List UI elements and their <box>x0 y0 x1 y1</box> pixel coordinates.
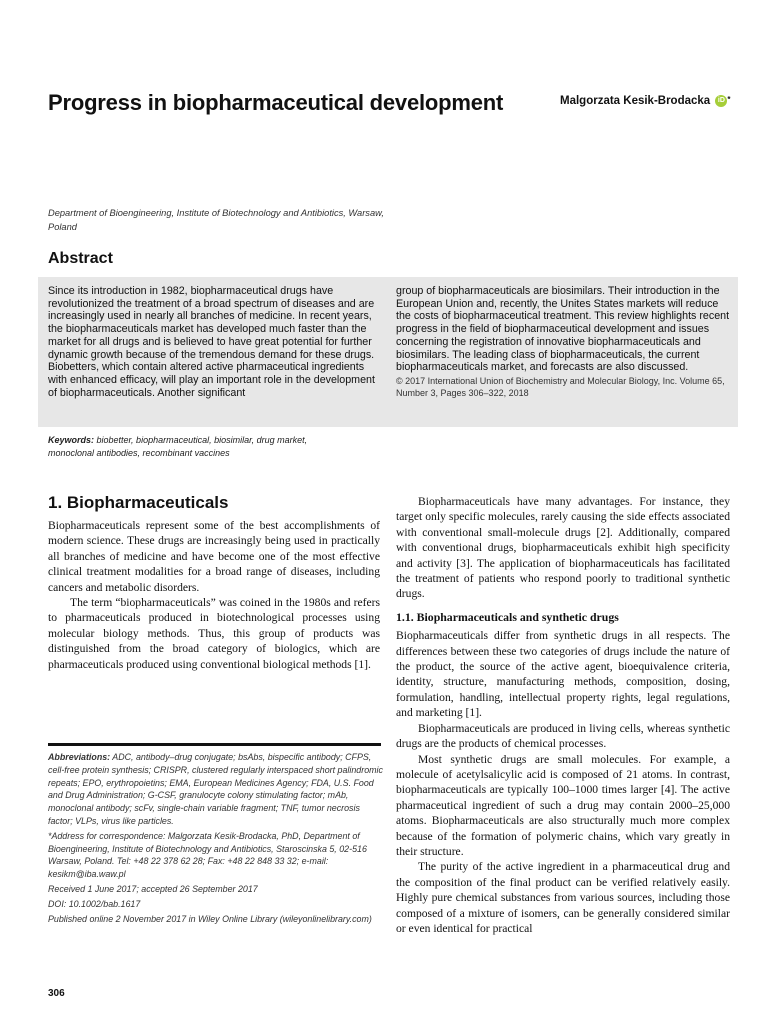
body-paragraph: Biopharmaceuticals differ from synthetic drugs in all respects. The differences between these two categories of drugs include the nature of the product, the source of the active agent, bioequivalence criteria, identity, structure, manufacturing methods, composition, dosing, formulation, handling, intellectual property rights, legal regulations, and marketing [1]. <box>396 629 730 720</box>
page-number: 306 <box>48 988 65 999</box>
abbreviations-text: ADC, antibody–drug conjugate; bsAbs, bispecific antibody; CFPS, cell-free protein synthesis; CRISPR, clustered regularly interspaced short palindromic repeats; EPO, erythropoietins; EMA, European Medicines Agency; FDA, U.S. Food and Drug Administration; G-CSF, granulocyte colony stimulating factor; mAb, monoclonal antibody; scFv, single-chain variable fragment; TNF, tumor necrosis factor; VLPs, virus like particles. <box>48 752 383 826</box>
section-heading: 1. Biopharmaceuticals <box>48 493 229 512</box>
footnote-divider <box>48 743 381 746</box>
abbreviations-note <box>48 751 384 828</box>
abstract-left-column: Since its introduction in 1982, biopharmaceutical drugs have revolutionized the treatment of a broad spectrum of diseases and are increasingly used in nearly all branches of medicine. In recent years, the biopharmaceuticals market has developed much faster than the market for all drugs and is believed to have great potential for further dynamic growth because of the tremendous demand for these drugs. Biobetters, which contain altered active pharmaceutical ingredients with enhanced efficacy, will play an important role in the development of biopharmaceuticals. Another significant <box>48 285 375 399</box>
body-paragraph: Biopharmaceuticals are produced in living cells, whereas synthetic drugs are the products of chemical processes. <box>396 721 730 751</box>
orcid-icon[interactable]: iD <box>715 95 727 107</box>
author-line <box>560 95 731 107</box>
author-mark: * <box>727 95 731 104</box>
footnotes <box>48 751 384 927</box>
copyright-notice: © 2017 International Union of Biochemistry and Molecular Biology, Inc. Volume 65, Number 3, Pages 306–322, 2018 <box>396 375 725 399</box>
subsection-heading: 1.1. Biopharmaceuticals and synthetic drugs <box>396 609 619 624</box>
doi-note[interactable]: DOI: 10.1002/bab.1617 <box>48 898 141 909</box>
keywords <box>48 434 348 459</box>
keywords-label: Keywords: <box>48 435 95 445</box>
abstract-right-text: group of biopharmaceuticals are biosimilars. Their introduction in the European Union and, recently, the Unites States markets will reduce the costs of biopharmaceutical treatment. This review highlights recent progress in the field of biopharmaceutical development and issues concerning the registration of innovative biopharmaceuticals and biosimilars. The leading class of biopharmaceuticals, the current biopharmaceuticals market, and forecasts are also discussed. <box>396 285 730 374</box>
body-paragraph: Biopharmaceuticals have many advantages. For instance, they target only specific molecules, rarely causing the side effects associated with conventional small-molecule drugs [2]. Additionally, compared with conventional drugs, biopharmaceuticals exhibit high specificity and activity [3]. The application of biopharmaceuticals has facilitated the treatment of patients who respond poorly to traditional synthetic drugs. <box>396 495 730 601</box>
body-paragraph: Biopharmaceuticals represent some of the best accomplishments of modern science. These drugs are increasingly being used in practically all branches of medicine and have become one of the most effective clinical treatment modalities for a broad range of diseases, including cancers and metabolic disorders. <box>48 519 380 594</box>
correspondence-note: *Address for correspondence: Malgorzata Kesik-Brodacka, PhD, Department of Bioengineering, Institute of Biotechnology and Antibiotics, Staroscinska 5, 02-516 Warsaw, Poland. Tel: +48 22 378 62 28; Fax: +48 22 848 33 32; e-mail: kesikm@iba.waw.pl <box>48 830 367 880</box>
abbreviations-label: Abbreviations: <box>48 752 111 762</box>
published-note: Published online 2 November 2017 in Wiley Online Library (wileyonlinelibrary.com) <box>48 913 372 924</box>
abstract-right-column <box>396 285 732 400</box>
abstract-heading: Abstract <box>48 250 113 267</box>
body-paragraph: The term “biopharmaceuticals” was coined in the 1980s and refers to pharmaceuticals produced in biotechnological processes using molecular biology methods. Thus, this group of products was distinguished from the broad category of biologics, which are pharmaceuticals produced using conventional biological methods [1]. <box>48 596 380 671</box>
body-paragraph: The purity of the active ingredient in a pharmaceutical drug and the composition of the final product can be verified relatively easily. Highly pure chemical substances from various sources, including those composed of a mixture of isomers, can be generally considered similar or even identical for practical <box>396 860 730 935</box>
left-body-column <box>48 518 380 672</box>
article-title: Progress in biopharmaceutical development <box>48 90 504 115</box>
keywords-text: biobetter, biopharmaceutical, biosimilar, drug market, monoclonal antibodies, recombinant vaccines <box>48 435 308 458</box>
right-body-column <box>396 494 730 936</box>
abstract-box <box>38 277 738 427</box>
author-name: Malgorzata Kesik-Brodacka <box>560 95 711 108</box>
received-note: Received 1 June 2017; accepted 26 September 2017 <box>48 883 258 894</box>
body-paragraph: Most synthetic drugs are small molecules. For example, a molecule of acetylsalicylic acid is composed of 21 atoms. In contrast, biopharmaceuticals are typically 100–1000 times larger [4]. The active pharmaceutical ingredient of such a drug may contain 2000–25,000 atoms. Biopharmaceuticals are also structurally much more complex because of the formation of polymeric chains, which vary greatly in their structure. <box>396 752 730 858</box>
affiliation: Department of Bioengineering, Institute of Biotechnology and Antibiotics, Warsaw, Poland <box>48 208 384 232</box>
